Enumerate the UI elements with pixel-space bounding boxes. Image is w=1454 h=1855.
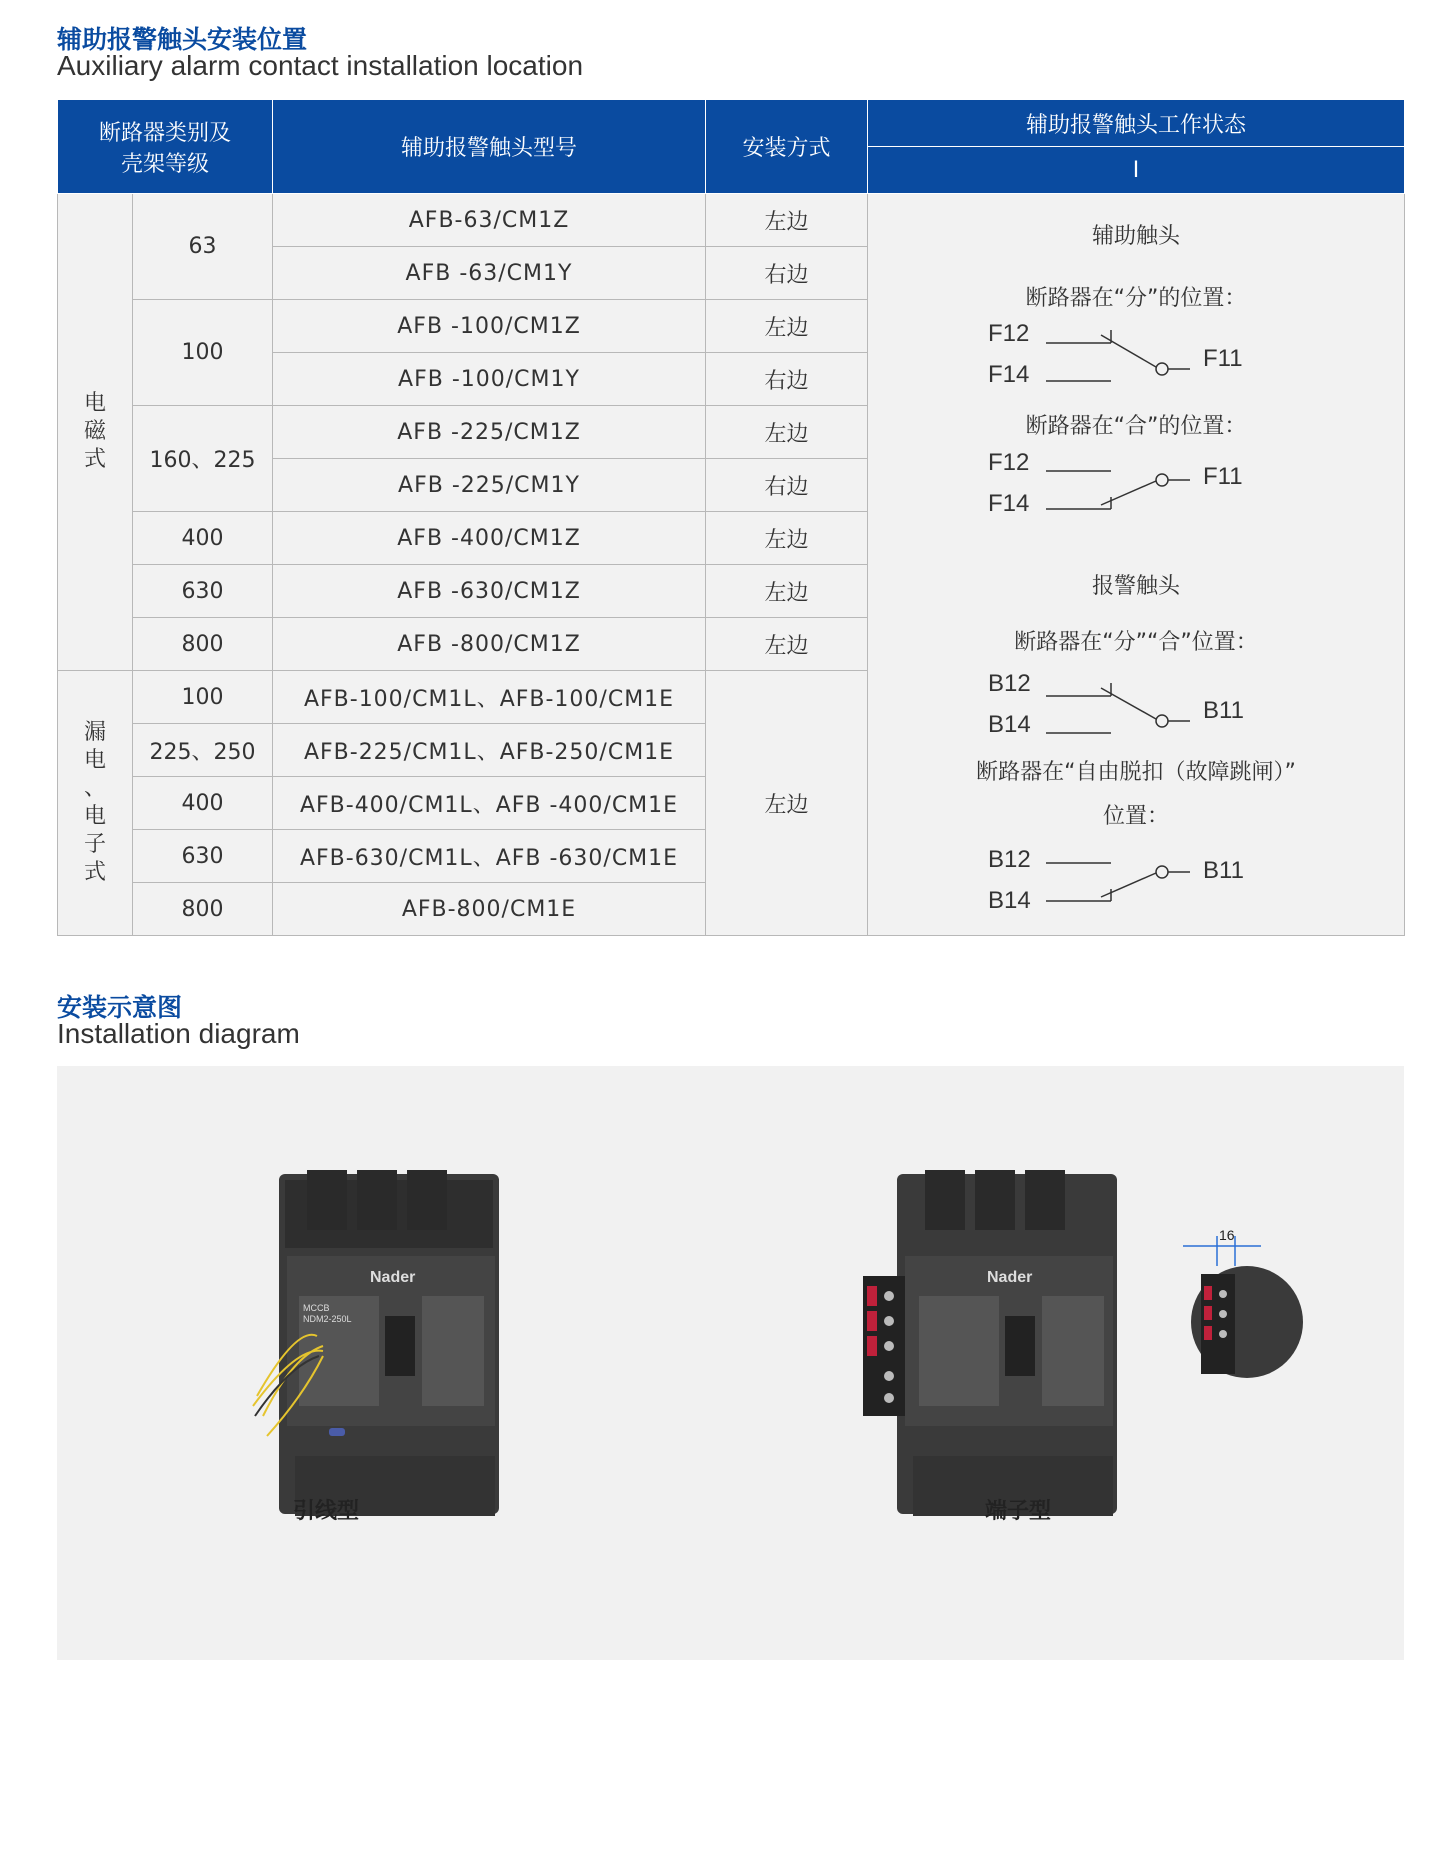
mount-cell: 右边 <box>706 353 868 406</box>
f11-label: F11 <box>1203 344 1243 372</box>
model-cell: AFB -800/CM1Z <box>273 618 706 671</box>
group-residual-electronic: 漏 电 、 电 子 式 <box>58 671 133 936</box>
frame-cell: 160、225 <box>133 406 273 512</box>
frame-cell: 100 <box>133 671 273 724</box>
terminal-caption: 端子型 <box>985 1499 1052 1524</box>
frame-cell: 800 <box>133 883 273 936</box>
model-cell: AFB-400/CM1L、AFB -400/CM1E <box>273 777 706 830</box>
model-cell: AFB-100/CM1L、AFB-100/CM1E <box>273 671 706 724</box>
terminal-breaker-image <box>857 1166 1157 1526</box>
frame-cell: 400 <box>133 777 273 830</box>
model-cell: AFB-63/CM1Z <box>273 194 706 247</box>
frame-cell: 630 <box>133 830 273 883</box>
header-category <box>58 100 273 194</box>
header-category-line2: 壳架等级 <box>121 151 210 177</box>
model-cell: AFB -630/CM1Z <box>273 565 706 618</box>
mount-cell: 左边 <box>706 406 868 459</box>
mount-cell: 左边 <box>706 618 868 671</box>
section2-title-cn: 安装示意图 <box>57 993 183 1022</box>
brand-logo: Nader <box>370 1269 416 1286</box>
header-mount: 安装方式 <box>706 100 868 194</box>
f12-label-2: F12 <box>988 448 1030 476</box>
model-cell: AFB -225/CM1Y <box>273 459 706 512</box>
b12-label: B12 <box>988 669 1031 697</box>
model-cell: AFB-225/CM1L、AFB-250/CM1E <box>273 724 706 777</box>
aux-open-text: 断路器在“分”的位置： <box>1025 285 1247 311</box>
frame-cell: 225、250 <box>133 724 273 777</box>
f11-label-2: F11 <box>1203 462 1243 490</box>
mount-cell: 左边 <box>706 194 868 247</box>
installation-diagram-panel <box>57 1066 1404 1660</box>
model-cell: AFB -225/CM1Z <box>273 406 706 459</box>
model-cell: AFB-630/CM1L、AFB -630/CM1E <box>273 830 706 883</box>
frame-cell: 630 <box>133 565 273 618</box>
aux-close-text: 断路器在“合”的位置： <box>1025 413 1247 439</box>
mount-cell: 左边 <box>706 512 868 565</box>
mount-cell: 右边 <box>706 247 868 300</box>
header-category-line1: 断路器类别及 <box>99 120 232 146</box>
f14-label-2: F14 <box>988 489 1030 517</box>
model-cell: AFB -100/CM1Z <box>273 300 706 353</box>
model-cell: AFB -63/CM1Y <box>273 247 706 300</box>
mount-cell: 左边 <box>706 671 868 936</box>
mount-cell: 右边 <box>706 459 868 512</box>
header-model: 辅助报警触头型号 <box>273 100 706 194</box>
section2-title-en: Installation diagram <box>57 1018 300 1049</box>
label-model: NDM2-250L <box>303 1314 352 1324</box>
section-title-en: Auxiliary alarm contact installation location <box>57 50 584 81</box>
frame-cell: 400 <box>133 512 273 565</box>
b14-label-2: B14 <box>988 886 1031 914</box>
alarm-open-close-text: 断路器在“分”“合”位置： <box>1014 629 1258 655</box>
group-electromagnetic: 电 磁 式 <box>58 194 133 671</box>
frame-cell: 800 <box>133 618 273 671</box>
f12-label: F12 <box>988 319 1030 347</box>
b14-label: B14 <box>988 710 1031 738</box>
b12-label-2: B12 <box>988 845 1031 873</box>
spec-table <box>57 99 1405 936</box>
terminal-detail-inset <box>1177 1226 1337 1386</box>
frame-cell: 63 <box>133 194 273 300</box>
header-status: 辅助报警触头工作状态 <box>868 100 1405 147</box>
aux-contact-title: 辅助触头 <box>1092 223 1181 249</box>
alarm-trip-text-line2: 位置： <box>1103 803 1170 829</box>
model-cell: AFB -400/CM1Z <box>273 512 706 565</box>
section-title-cn: 辅助报警触头安装位置 <box>57 25 308 54</box>
status-cell <box>868 194 1405 936</box>
dimension-16: 16 <box>1219 1227 1235 1243</box>
lead-wire-caption: 引线型 <box>293 1499 360 1524</box>
model-cell: AFB -100/CM1Y <box>273 353 706 406</box>
b11-label: B11 <box>1203 696 1244 724</box>
b11-label-2: B11 <box>1203 856 1244 884</box>
header-status-sub: I <box>868 147 1405 194</box>
lead-wire-breaker-image <box>227 1166 527 1526</box>
alarm-trip-text-line1: 断路器在“自由脱扣（故障跳闸）” <box>976 759 1296 785</box>
model-cell: AFB-800/CM1E <box>273 883 706 936</box>
frame-cell: 100 <box>133 300 273 406</box>
mount-cell: 左边 <box>706 565 868 618</box>
f14-label: F14 <box>988 360 1030 388</box>
brand-logo-2: Nader <box>987 1269 1033 1286</box>
mount-cell: 左边 <box>706 300 868 353</box>
alarm-contact-title: 报警触头 <box>1092 573 1181 599</box>
label-mccb: MCCB <box>303 1303 330 1313</box>
